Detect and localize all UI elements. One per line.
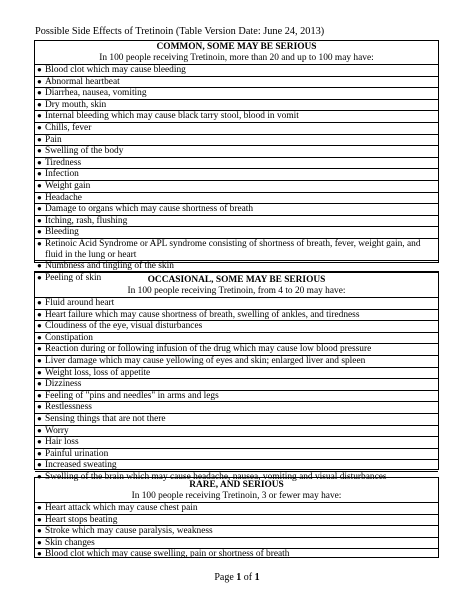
page-footer (0, 572, 474, 584)
bullet-icon: ● (37, 111, 42, 121)
bullet-icon: ● (37, 503, 42, 512)
document-title: Possible Side Effects of Tretinoin (Table Version Date: June 24, 2013) (35, 26, 325, 37)
side-effect-text: Swelling of the brain which may cause headache, nausea, vomiting and visual disturbances (45, 471, 387, 482)
bullet-icon: ● (37, 514, 42, 524)
side-effect-text: Cloudiness of the eye, visual disturbances (45, 321, 203, 332)
side-effect-item (35, 146, 438, 158)
side-effect-item (35, 77, 438, 89)
bullet-icon: ● (37, 471, 42, 481)
section-occasional (34, 271, 439, 482)
bullet-icon: ● (37, 390, 42, 400)
side-effect-text: Peeling of skin (45, 272, 102, 283)
bullet-icon: ● (37, 526, 42, 536)
bullet-icon: ● (37, 379, 42, 389)
page-label: Page (214, 572, 234, 583)
bullet-icon: ● (37, 413, 42, 423)
side-effect-text: Reaction during or following infusion of the drug which may cause low blood pressure (45, 344, 372, 355)
side-effect-item (35, 216, 438, 228)
side-effect-item (35, 503, 438, 515)
side-effect-text: Weight loss, loss of appetite (45, 367, 151, 378)
side-effect-item (35, 414, 438, 426)
side-effect-text: Retinoic Acid Syndrome or APL syndrome consisting of shortness of breath, fever, weight gain, and fluid in the lung or heart (45, 238, 421, 260)
side-effect-item (35, 88, 438, 100)
bullet-icon: ● (37, 88, 42, 98)
section-heading: COMMON, SOME MAY BE SERIOUS (156, 42, 317, 52)
bullet-icon: ● (37, 402, 42, 412)
side-effect-text: Bleeding (45, 227, 79, 238)
bullet-icon: ● (37, 298, 42, 307)
bullet-icon: ● (37, 122, 42, 132)
side-effect-text: Restlessness (45, 402, 92, 413)
side-effect-text: Dry mouth, skin (45, 99, 107, 110)
side-effect-item (35, 333, 438, 345)
bullet-icon: ● (37, 157, 42, 167)
side-effect-item (35, 169, 438, 181)
side-effect-item (35, 379, 438, 391)
side-effect-text: Itching, rash, flushing (45, 215, 128, 226)
side-effect-text: Hair loss (45, 437, 79, 448)
side-effect-item (35, 111, 438, 123)
side-effect-item (35, 437, 438, 449)
bullet-icon: ● (37, 321, 42, 331)
side-effect-text: Numbness and tingling of the skin (45, 261, 174, 272)
section-subheading: In 100 people receiving Tretinoin, from 4 to 20 may have: (127, 286, 346, 296)
side-effect-list (35, 503, 438, 560)
side-effect-item (35, 158, 438, 170)
side-effect-text: Heart stops beating (45, 514, 118, 525)
bullet-icon: ● (37, 146, 42, 156)
side-effect-text: Stroke which may cause paralysis, weakness (45, 526, 213, 537)
bullet-icon: ● (37, 227, 42, 237)
section-subheading: In 100 people receiving Tretinoin, 3 or fewer may have: (131, 491, 342, 501)
side-effect-text: Damage to organs which may cause shortness of breath (45, 204, 254, 215)
side-effect-text: Swelling of the body (45, 146, 124, 157)
bullet-icon: ● (37, 549, 42, 559)
section-subheading: In 100 people receiving Tretinoin, more than 20 and up to 100 may have: (99, 53, 374, 63)
side-effect-item (35, 204, 438, 216)
bullet-icon: ● (37, 367, 42, 377)
side-effect-item (35, 426, 438, 438)
side-effect-item (35, 344, 438, 356)
bullet-icon: ● (37, 192, 42, 202)
side-effect-item (35, 135, 438, 147)
side-effect-text: Infection (45, 169, 79, 180)
bullet-icon: ● (37, 238, 42, 248)
side-effect-text: Pain (45, 134, 62, 145)
side-effect-item (35, 239, 438, 261)
bullet-icon: ● (37, 65, 42, 74)
bullet-icon: ● (37, 355, 42, 365)
bullet-icon: ● (37, 448, 42, 458)
side-effect-text: Sensing things that are not there (45, 413, 166, 424)
bullet-icon: ● (37, 437, 42, 447)
bullet-icon: ● (37, 99, 42, 109)
bullet-icon: ● (37, 180, 42, 190)
side-effect-item (35, 321, 438, 333)
bullet-icon: ● (37, 169, 42, 179)
page-total: 1 (254, 572, 260, 583)
side-effect-item (35, 100, 438, 112)
side-effect-item (35, 356, 438, 368)
bullet-icon: ● (37, 309, 42, 319)
side-effect-item (35, 193, 438, 205)
side-effect-text: Blood clot which may cause bleeding (45, 65, 186, 75)
side-effect-text: Heart failure which may cause shortness of breath, swelling of ankles, and tiredness (45, 309, 360, 320)
side-effect-item (35, 549, 438, 560)
section-header (35, 478, 438, 503)
side-effect-item (35, 65, 438, 77)
side-effect-item (35, 298, 438, 310)
bullet-icon: ● (37, 76, 42, 86)
bullet-icon: ● (37, 204, 42, 214)
section-heading: OCCASIONAL, SOME MAY BE SERIOUS (147, 275, 326, 285)
section-header (35, 272, 438, 298)
side-effect-item (35, 460, 438, 472)
bullet-icon: ● (37, 272, 42, 282)
side-effect-item (35, 515, 438, 527)
side-effect-text: Increased sweating (45, 460, 117, 471)
side-effect-item (35, 538, 438, 550)
side-effect-item (35, 391, 438, 403)
side-effect-text: Feeling of "pins and needles" in arms and legs (45, 390, 219, 401)
side-effect-item (35, 368, 438, 380)
page-number: 1 (236, 572, 242, 583)
side-effect-text: Worry (45, 425, 69, 436)
of-label: of (243, 572, 253, 583)
side-effect-text: Internal bleeding which may cause black tarry stool, blood in vomit (45, 111, 299, 122)
side-effect-text: Weight gain (45, 180, 91, 191)
bullet-icon: ● (37, 537, 42, 547)
side-effect-text: Constipation (45, 332, 93, 343)
side-effect-list (35, 298, 438, 483)
side-effect-item (35, 181, 438, 193)
bullet-icon: ● (37, 215, 42, 225)
bullet-icon: ● (37, 425, 42, 435)
side-effect-item (35, 310, 438, 322)
side-effect-text: Chills, fever (45, 122, 92, 133)
bullet-icon: ● (37, 332, 42, 342)
side-effect-text: Tiredness (45, 157, 82, 168)
section-heading: RARE, AND SERIOUS (189, 480, 284, 490)
side-effect-item (35, 526, 438, 538)
side-effect-item (35, 123, 438, 135)
side-effect-text: Fluid around heart (45, 298, 115, 308)
side-effect-text: Headache (45, 192, 82, 203)
side-effect-item (35, 402, 438, 414)
side-effect-text: Painful urination (45, 448, 109, 459)
side-effect-text: Skin changes (45, 537, 95, 548)
bullet-icon: ● (37, 134, 42, 144)
side-effect-text: Liver damage which may cause yellowing of eyes and skin; enlarged liver and spleen (45, 355, 366, 366)
bullet-icon: ● (37, 344, 42, 354)
side-effect-list (35, 65, 438, 283)
side-effect-text: Blood clot which may cause swelling, pain or shortness of breath (45, 549, 290, 560)
side-effect-text: Dizziness (45, 379, 82, 390)
bullet-icon: ● (37, 261, 42, 271)
bullet-icon: ● (37, 460, 42, 470)
section-rare (34, 477, 439, 558)
side-effect-item (35, 227, 438, 239)
side-effect-text: Heart attack which may cause chest pain (45, 503, 198, 513)
side-effect-text: Diarrhea, nausea, vomiting (45, 88, 147, 99)
side-effect-item (35, 449, 438, 461)
section-header (35, 41, 438, 65)
side-effect-text: Abnormal heartbeat (45, 76, 120, 87)
